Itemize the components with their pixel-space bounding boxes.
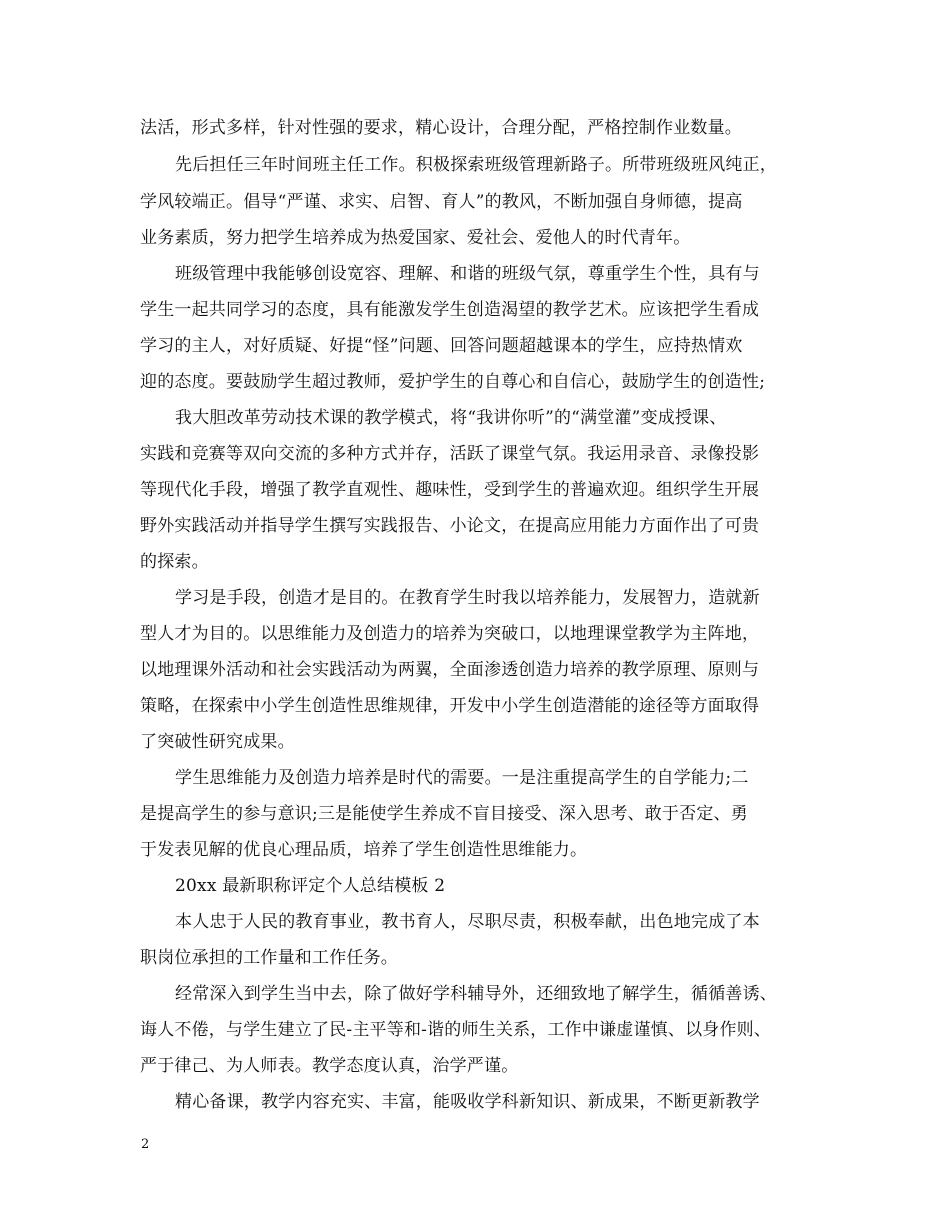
text-line: 法活，形式多样，针对性强的要求，精心设计，合理分配，严格控制作业数量。 <box>140 118 742 138</box>
text-line: 诲人不倦，与学生建立了民-主平等和-谐的师生关系，工作中谦虚谨慎、以身作则、 <box>140 1020 772 1040</box>
text-line: 实践和竞赛等双向交流的多种方式并存，活跃了课堂气氛。我运用录音、录像投影 <box>140 444 760 464</box>
text-line: 先后担任三年时间班主任工作。积极探索班级管理新路子。所带班级班风纯正， <box>175 155 777 175</box>
text-line: 型人才为目的。以思维能力及创造力的培养为突破口，以地理课堂教学为主阵地， <box>140 624 760 644</box>
section-heading: 20xx 最新职称评定个人总结模板 2 <box>175 876 446 896</box>
page-number: 2 <box>141 1137 150 1152</box>
text-line: 我大胆改革劳动技术课的教学模式，将“我讲你听”的“满堂灌”变成授课、 <box>175 408 727 428</box>
text-line: 学生思维能力及创造力培养是时代的需要。一是注重提高学生的自学能力;二 <box>175 768 749 788</box>
text-line: 以地理课外活动和社会实践活动为两翼，全面渗透创造力培养的教学原理、原则与 <box>140 660 760 680</box>
text-line: 是提高学生的参与意识;三是能使学生养成不盲目接受、深入思考、敢于否定、勇 <box>140 804 748 824</box>
text-line: 职岗位承担的工作量和工作任务。 <box>140 948 398 968</box>
text-line: 学习的主人，对好质疑、好提“怪”问题、回答问题超越课本的学生，应持热情欢 <box>140 336 743 356</box>
text-line: 了突破性研究成果。 <box>140 732 295 752</box>
text-line: 学习是手段，创造才是目的。在教育学生时我以培养能力，发展智力，造就新 <box>175 588 760 608</box>
text-line: 策略，在探索中小学生创造性思维规律，开发中小学生创造潜能的途径等方面取得 <box>140 696 760 716</box>
text-line: 本人忠于人民的教育事业，教书育人，尽职尽责，积极奉献，出色地完成了本 <box>175 912 760 932</box>
text-line: 经常深入到学生当中去，除了做好学科辅导外，还细致地了解学生，循循善诱、 <box>175 984 777 1004</box>
text-line: 班级管理中我能够创设宽容、理解、和谐的班级气氛，尊重学生个性，具有与 <box>175 264 760 284</box>
text-line: 迎的态度。要鼓励学生超过教师，爱护学生的自尊心和自信心，鼓励学生的创造性; <box>140 372 766 392</box>
text-line: 精心备课，教学内容充实、丰富，能吸收学科新知识、新成果，不断更新教学 <box>175 1092 760 1112</box>
text-line: 学风较端正。倡导“严谨、求实、启智、育人”的教风，不断加强自身师德，提高 <box>140 192 743 212</box>
text-line: 业务素质，努力把学生培养成为热爱国家、爱社会、爱他人的时代青年。 <box>140 228 691 248</box>
text-line: 于发表见解的优良心理品质，培养了学生创造性思维能力。 <box>140 840 588 860</box>
text-line: 严于律己、为人师表。教学态度认真，治学严谨。 <box>140 1056 519 1076</box>
text-line: 野外实践活动并指导学生撰写实践报告、小论文，在提高应用能力方面作出了可贵 <box>140 516 760 536</box>
text-line: 学生一起共同学习的态度，具有能激发学生创造渴望的教学艺术。应该把学生看成 <box>140 300 760 320</box>
text-line: 等现代化手段，增强了教学直观性、趣味性，受到学生的普遍欢迎。组织学生开展 <box>140 480 760 500</box>
text-line: 的探索。 <box>140 552 209 572</box>
